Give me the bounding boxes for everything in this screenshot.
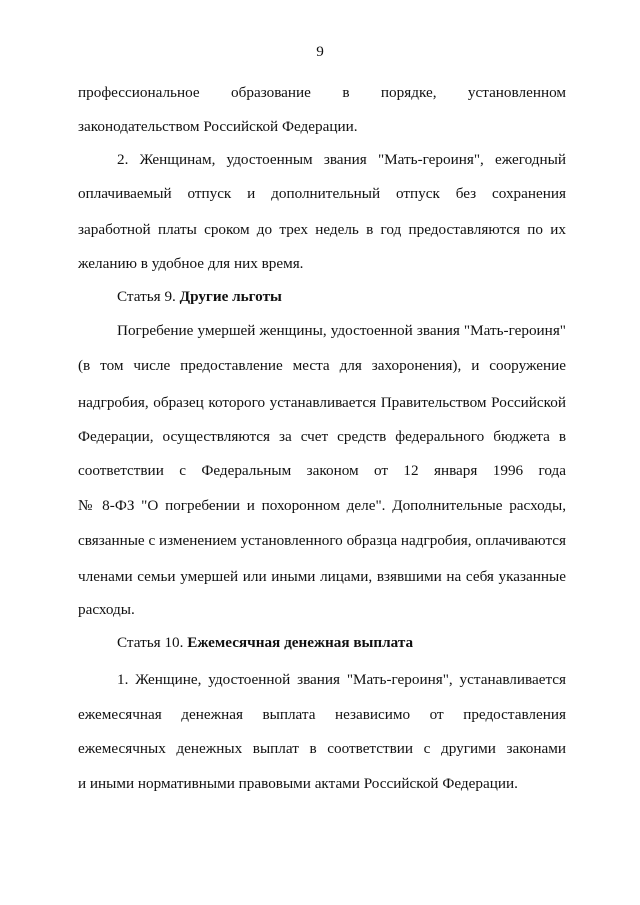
text-line: профессиональное образование в порядке, установленном [78, 84, 566, 101]
text-line: 2. Женщинам, удостоенным звания "Мать-героиня", ежегодный [117, 151, 566, 168]
text-line: 1. Женщине, удостоенной звания "Мать-героиня", устанавливается [117, 671, 566, 688]
article-9-title: Другие льготы [179, 288, 282, 305]
text-line: Федерации, осуществляются за счет средств федерального бюджета в [78, 428, 566, 445]
text-line: (в том числе предоставление места для захоронения), и сооружение [78, 357, 566, 374]
article-9-heading [117, 288, 282, 306]
article-10-label: Статья 10. [117, 634, 184, 651]
article-10-title: Ежемесячная денежная выплата [187, 634, 414, 651]
text-line: заработной платы сроком до трех недель в год предоставляются по их [78, 221, 566, 238]
text-line: ежемесячных денежных выплат в соответствии с другими законами [78, 740, 566, 757]
text-line: членами семьи умершей или иными лицами, взявшими на себя указанные [78, 568, 566, 585]
text-line: Погребение умершей женщины, удостоенной звания "Мать-героиня" [117, 322, 566, 339]
text-line: надгробия, образец которого устанавливается Правительством Российской [78, 394, 566, 411]
text-line: оплачиваемый отпуск и дополнительный отпуск без сохранения [78, 185, 566, 202]
text-line: законодательством Российской Федерации. [78, 118, 358, 135]
article-9-label: Статья 9. [117, 288, 176, 305]
text-line: соответствии с Федеральным законом от 12 января 1996 года [78, 462, 566, 479]
article-10-heading [117, 634, 413, 652]
text-line: связанные с изменением установленного образца надгробия, оплачиваются [78, 532, 566, 549]
text-line: № 8-ФЗ "О погребении и похоронном деле". Дополнительные расходы, [78, 497, 566, 514]
text-line: и иными нормативными правовыми актами Российской Федерации. [78, 775, 518, 792]
text-line: расходы. [78, 601, 135, 618]
text-line: желанию в удобное для них время. [78, 255, 304, 272]
text-line: ежемесячная денежная выплата независимо от предоставления [78, 706, 566, 723]
page-number: 9 [316, 43, 324, 60]
